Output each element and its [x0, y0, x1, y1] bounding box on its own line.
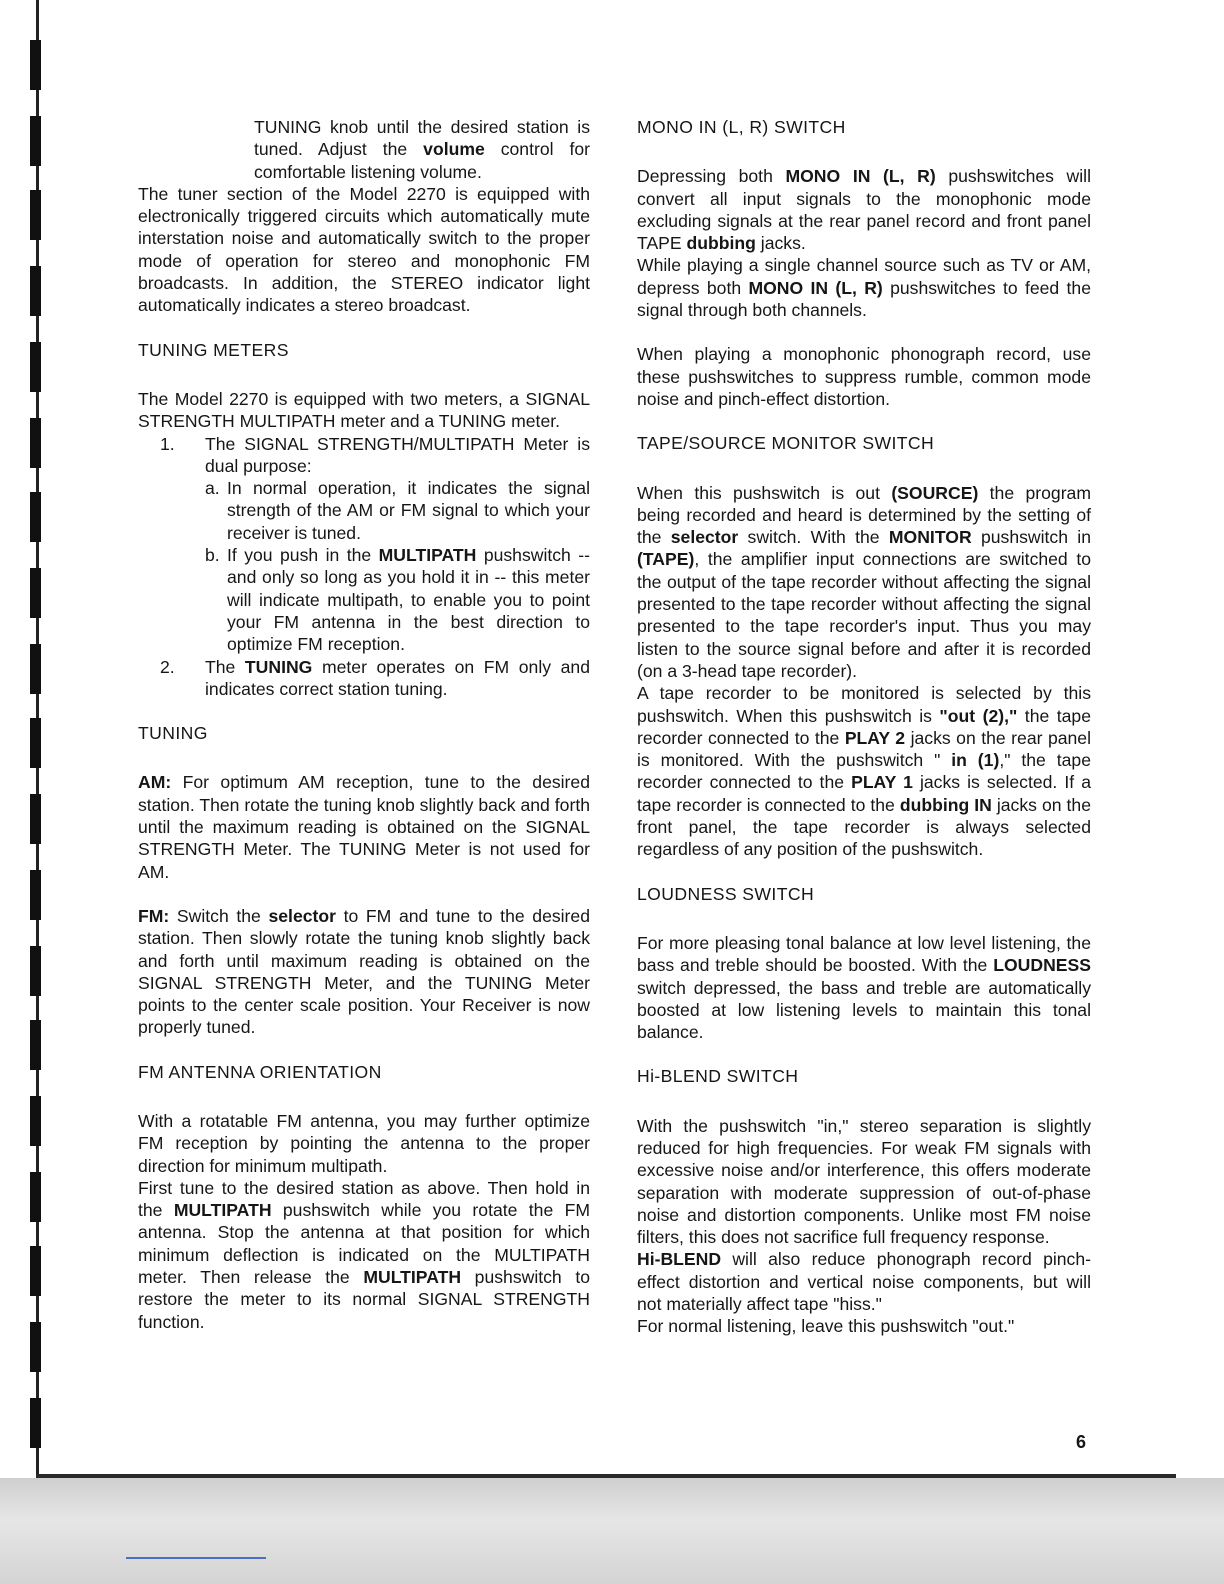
page-number: 6: [1076, 1432, 1087, 1452]
bold-term: dubbing IN: [899, 794, 992, 815]
fm-antenna-paragraph-2: First tune to the desired station as above. Then hold in the MULTIPATH pushswitch while you rotate the FM antenna. Stop the antenna at that position for which minimum deflection is indicated on the MULTIPATH meter. Then release the MULTIPATH pushswitch to restore the meter to its normal SIGNAL STRENGTH function.: [138, 1177, 590, 1332]
tape-source-paragraph-1: When this pushswitch is out (SOURCE) the program being recorded and heard is determined by the setting of the selector switch. With the MONITOR pushswitch in (TAPE), the amplifier input connections are switched to the output of the tape recorder without affecting the signal presented to the tape recorder without affecting the signal presented to the tape recorder's input. Thus you may listen to the source signal before and after it is recorded (on a 3-head tape recorder).: [637, 482, 1091, 681]
binding-tab: [30, 40, 41, 90]
loudness-heading: LOUDNESS SWITCH: [637, 883, 815, 904]
tuning-fm-paragraph: FM: Switch the selector to FM and tune to the desired station. Then slowly rotate the tuning knob slightly back and forth until maximum reading is obtained on the SIGNAL STRENGTH Meter, and the TUNING Meter points to the center scale position. Your Receiver is now properly tuned.: [138, 905, 590, 1038]
bold-term: LOUDNESS: [993, 955, 1091, 976]
bold-term: volume: [423, 139, 485, 160]
bold-term: MULTIPATH: [378, 545, 477, 566]
hi-blend-paragraph-3: For normal listening, leave this pushswitch "out.": [637, 1316, 1015, 1337]
bold-term: (TAPE): [637, 549, 695, 570]
binding-tab: [30, 266, 41, 316]
binding-tab: [30, 568, 41, 618]
mono-in-paragraph-2: While playing a single channel source such as TV or AM, depress both MONO IN (L, R) pushswitches to feed the signal through both channels.: [637, 255, 1091, 321]
bold-term: FM:: [138, 905, 170, 926]
bold-term: in (1): [951, 750, 1000, 771]
sub-list: [205, 477, 590, 655]
mono-in-heading: MONO IN (L, R) SWITCH: [637, 117, 846, 137]
binding-tab: [30, 342, 41, 392]
intro-continuation: TUNING knob until the desired station is tuned. Adjust the volume control for comfortable listening volume.: [254, 117, 590, 182]
mono-in-paragraph-1: Depressing both MONO IN (L, R) pushswitches will convert all input signals to the monophonic mode excluding signals at the rear panel record and front panel TAPE dubbing jacks.: [637, 166, 1091, 254]
bold-term: (SOURCE): [891, 482, 979, 503]
bold-term: "out (2),": [939, 705, 1018, 726]
list-item: [138, 433, 590, 656]
tape-source-heading: TAPE/SOURCE MONITOR SWITCH: [637, 433, 935, 454]
binding-tab: [30, 492, 41, 542]
bold-term: MULTIPATH: [363, 1267, 462, 1288]
loudness-paragraph: For more pleasing tonal balance at low level listening, the bass and treble should be boosted. With the LOUDNESS switch depressed, the bass and treble are automatically boosted at low listening levels to maintain this tonal balance.: [637, 932, 1091, 1043]
fm-antenna-heading: FM ANTENNA ORIENTATION: [138, 1061, 382, 1082]
binding-tab: [30, 1096, 41, 1146]
intro-paragraph: The tuner section of the Model 2270 is equipped with electronically triggered circuits which automatically mute interstation noise and automatically switch to the proper mode of operation for stereo and monophonic FM broadcasts. In addition, the STEREO indicator light automatically indicates a stereo broadcast.: [138, 183, 590, 316]
binding-tab: [30, 718, 41, 768]
binding-tab: [30, 1020, 41, 1070]
binding-tab: [30, 1172, 41, 1222]
binding-tab: [30, 644, 41, 694]
right-column: [637, 116, 1091, 1338]
bottom-link-underline: [126, 1557, 266, 1559]
hi-blend-heading: Hi-BLEND SWITCH: [637, 1066, 799, 1087]
sub-list-item: [205, 544, 590, 655]
bold-term: PLAY 2: [844, 727, 906, 748]
bold-term: MONITOR: [888, 527, 972, 548]
bold-term: MONO IN (L, R): [785, 166, 936, 187]
sub-list-text: In normal operation, it indicates the signal strength of the AM or FM signal to which your receiver is tuned.: [227, 478, 590, 543]
sub-list-letter: a.: [205, 478, 220, 499]
bold-term: dubbing: [686, 233, 756, 254]
bold-term: AM:: [138, 772, 172, 793]
bold-term: PLAY 1: [851, 772, 913, 793]
sub-list-text: If you push in the MULTIPATH pushswitch -- and only so long as you hold it in -- this meter will indicate multipath, to enable you to point your FM antenna in the best direction to optimize FM reception.: [227, 545, 591, 655]
bold-term: TUNING: [244, 656, 313, 677]
list-number: 2.: [160, 656, 175, 677]
left-column: [138, 116, 590, 1333]
fm-antenna-paragraph-1: With a rotatable FM antenna, you may further optimize FM reception by pointing the antenna to the proper direction for minimum multipath.: [138, 1110, 590, 1176]
tuning-am-paragraph: AM: For optimum AM reception, tune to the desired station. Then rotate the tuning knob slightly back and forth until the maximum reading is obtained on the SIGNAL STRENGTH Meter. The TUNING Meter is not used for AM.: [138, 772, 590, 882]
sub-list-letter: b.: [205, 545, 220, 566]
tape-source-paragraph-2: A tape recorder to be monitored is selected by this pushswitch. When this pushswitch is "out (2)," the tape recorder connected to the PLAY 2 jacks on the rear panel is monitored. With the pushswitch " in (1)," the tape recorder connected to the PLAY 1 jacks is selected. If a tape recorder is connected to the dubbing IN jacks on the front panel, the tape recorder is always selected regardless of any position of the pushswitch.: [637, 683, 1092, 860]
binding-tab: [30, 190, 41, 240]
mono-in-paragraph-3: When playing a monophonic phonograph record, use these pushswitches to suppress rumble, common mode noise and pinch-effect distortion.: [637, 344, 1091, 409]
hi-blend-paragraph-1: With the pushswitch "in," stereo separation is slightly reduced for high frequencies. For weak FM signals with excessive noise and/or interference, this offers moderate separation with moderate suppression of out-of-phase noise and distortion components. Unlike most FM noise filters, this does not sacrifice full frequency response.: [637, 1115, 1091, 1248]
binding-tab: [30, 1246, 41, 1296]
list-item-text: The TUNING meter operates on FM only and indicates correct station tuning.: [205, 656, 590, 699]
bold-term: MONO IN (L, R): [748, 277, 883, 298]
spiral-binding: [0, 0, 40, 1584]
binding-tab: [30, 1322, 41, 1372]
binding-tab: [30, 946, 41, 996]
list-item-text: The SIGNAL STRENGTH/MULTIPATH Meter is dual purpose:: [205, 433, 590, 476]
tuning-meters-intro: The Model 2270 is equipped with two meters, a SIGNAL STRENGTH MULTIPATH meter and a TUNING meter.: [138, 388, 590, 432]
tuning-heading: TUNING: [138, 723, 208, 744]
binding-tab: [30, 794, 41, 844]
page-bottom-shadow: [0, 1478, 1224, 1584]
bold-term: Hi-BLEND: [637, 1249, 722, 1270]
meters-list: [138, 433, 590, 701]
bold-term: selector: [670, 527, 739, 548]
sub-list-item: [205, 477, 590, 544]
binding-tab: [30, 418, 41, 468]
binding-tab: [30, 116, 41, 166]
binding-tab: [30, 1398, 41, 1448]
bold-term: MULTIPATH: [173, 1200, 272, 1221]
bold-term: selector: [268, 905, 336, 926]
list-number: 1.: [160, 433, 175, 454]
binding-tab: [30, 870, 41, 920]
list-item: [138, 656, 590, 701]
tuning-meters-heading: TUNING METERS: [138, 339, 289, 360]
hi-blend-paragraph-2: Hi-BLEND will also reduce phonograph record pinch-effect distortion and vertical noise components, but will not materially affect tape "hiss.": [637, 1249, 1091, 1315]
